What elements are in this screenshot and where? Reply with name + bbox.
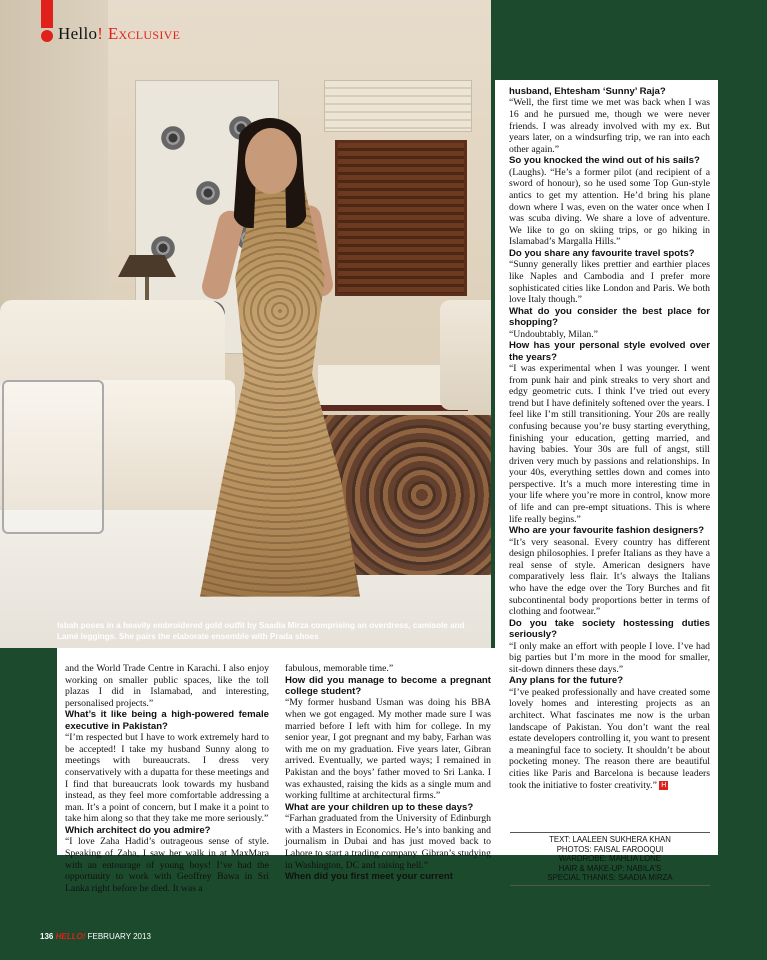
photo-window-blind: [324, 80, 472, 132]
photo-credits: [510, 832, 710, 886]
footer-magazine: HELLO!: [55, 932, 86, 941]
interview-paragraph: “Farhan graduated from the University of Edinburgh with a Masters in Economics. He’s into banking and journalism in Dubai and has just moved back to Lahore to start a trading company. Gibran’s studying in Washington, DC and raising hell.”: [285, 813, 491, 871]
photo-caption: Isbah poses in a heavily embroidered gold outfit by Saadia Mirza comprising an overdress, camisole and Lamé leggings. She pairs the elaborate ensemble with Prada shoes: [57, 621, 465, 641]
interview-paragraph: “I love Zaha Hadid’s outrageous sense of style. Speaking of Zaha, I saw her walk in at MaxMara with an entourage of young boys! I’ve had the opportunity to work with Geoffrey Bawa in Sri Lanka right before he died. It was a: [65, 836, 269, 894]
interview-paragraph: “I’m respected but I have to work extremely hard to be accepted! I take my husband Sunny along to meetings with bureaucrats. I dress very conservatively with a dupatta for these meetings and I find that bureaucrats look towards my husband instead, as they feel more comfortable addressing a man. It’s a point of concern, but I make it a point to take him along so that they take me more seriously.”: [65, 732, 269, 825]
interview-question: What do you consider the best place for shopping?: [509, 305, 710, 329]
interview-question: husband, Ehtesham ‘Sunny’ Raja?: [509, 86, 666, 97]
interview-question: Do you share any favourite travel spots?: [509, 247, 695, 259]
brand-name: Hello: [58, 24, 98, 43]
interview-question: What are your children up to these days?: [285, 801, 474, 813]
interview-question: What’s it like being a high-powered female executive in Pakistan?: [65, 709, 269, 732]
credit-line: TEXT: LAALEEN SUKHERA KHAN: [549, 835, 671, 844]
interview-question: How did you manage to become a pregnant college student?: [285, 674, 491, 697]
article-column-3: [509, 86, 710, 791]
page-footer: [40, 932, 151, 941]
end-mark-icon: H: [661, 781, 667, 789]
photo-chair: [440, 300, 491, 410]
section-name: Exclusive: [107, 24, 181, 43]
interview-paragraph: fabulous, memorable time.”: [285, 663, 394, 674]
credit-line: HAIR & MAKE-UP: NABILA'S: [558, 863, 662, 873]
section-header: [58, 24, 180, 44]
interview-paragraph: “Sunny generally likes prettier and earthier places like Naples and Cambodia and I prefer more sophisticated cities like London and Paris. We both love Italy though.”: [509, 259, 710, 306]
footer-issue: FEBRUARY 2013: [87, 932, 151, 941]
hello-logo-bar: [41, 0, 53, 28]
interview-paragraph: “My former husband Usman was doing his BBA when we got engaged. My mother made sure I was married before I left with him for college. In my senior year, I got pregnant and my baby, Farhan was with me on my graduation. Five years later, Gibran arrived. Eventually, we parted ways; I remained in Pakistan and the boys’ father moved to Sri Lanka. I was exhausted, raising the kids as a single mum and working fulltime at architectural firms.”: [285, 697, 491, 802]
interview-paragraph: “Undoubtably, Milan.”: [509, 328, 598, 340]
interview-question: Any plans for the future?: [509, 675, 624, 687]
photo-glass-table: [2, 380, 104, 534]
interview-question: Do you take society hostessing duties seriously?: [509, 617, 710, 641]
interview-paragraph: “Well, the first time we met was back when I was 16 and he pursued me, though we were never friends. I was already involved with my ex. But years later, on a windsurfing trip, we ran into each other again.”: [509, 97, 710, 155]
page-number: 136: [40, 932, 54, 941]
article-column-1: [65, 663, 269, 894]
interview-paragraph: “I only make an effort with people I love. I’ve had big parties but I’m more in the mood for smaller, sit-down dinners these days.”: [509, 640, 710, 675]
interview-paragraph: “I’ve peaked professionally and have created some lovely homes and interesting projects as an architect. What fascinates me now is the urban landscape of Pakistan. You don’t want the real estate developers controlling it, you want to present a meaningful face to society. It shouldn’t be about pocketing money. The reason there are beautiful cities like Paris and Barcelona is because leaders took the initiative to foster creativity.” H: [509, 686, 710, 791]
article-column-2: [285, 663, 491, 883]
interview-paragraph: and the World Trade Centre in Karachi. I also enjoy working on smaller public spaces, like the toll plazas I did in Islamabad, and interesting, personalised projects.”: [65, 663, 269, 709]
photo-subject-face: [245, 128, 297, 194]
interview-question: So you knocked the wind out of his sails?: [509, 155, 700, 167]
interview-paragraph: (Laughs). “He’s a former pilot (and recipient of a sword of honour), so he used some Top Gun-style antics to get my attention. He’d bring his plane down where I was, even on the water once when I was scuba diving. We share a love of adventure. We like to go on skiing trips, or go hiking in Islamabad’s Margalla Hills.”: [509, 166, 710, 248]
hello-logo-dot: [41, 30, 53, 42]
interview-paragraph: “I was experimental when I was younger. I went from punk hair and pink streaks to very short and edgy geometric cuts. I think I’ve tried out every trend but I have definitely softened over the years. I feel like I’m still transitioning. Your 20s are really confusing because you’re busy starting everything, finishing your education, getting married, and having babies. Your 30s are full of angst, still driven very much by passions and relationships. In your 40s, everything settles down and comes into perspective. It’s a much more interesting time in your life where you’re more in control, know more of life and can pre-empt situations. This is where life really begins.”: [509, 362, 710, 525]
photo-window-shutter: [335, 140, 467, 296]
interview-question: When did you first meet your current: [285, 871, 453, 883]
interview-question: How has your personal style evolved over the years?: [509, 340, 710, 363]
brand-bang: !: [97, 24, 104, 43]
interview-question: Who are your favourite fashion designers?: [509, 525, 705, 537]
credit-line: PHOTOS: FAISAL FAROOQUI: [556, 844, 664, 854]
interview-paragraph: “It’s very seasonal. Every country has different design philosophies. I prefer Italians as they have a real sense of style. American designers have comparatively less flair. It’s always the Italians who have the edge over the Tory Burches and fit subcontinental body proportions better in terms of clothing and footwear.”: [509, 536, 710, 618]
credit-line: SPECIAL THANKS: SAADIA MIRZA: [547, 873, 673, 883]
credit-line: WARDROBE: MAHLIA LONE: [559, 854, 661, 864]
feature-photo: [0, 0, 491, 648]
interview-question: Which architect do you admire?: [65, 824, 211, 836]
